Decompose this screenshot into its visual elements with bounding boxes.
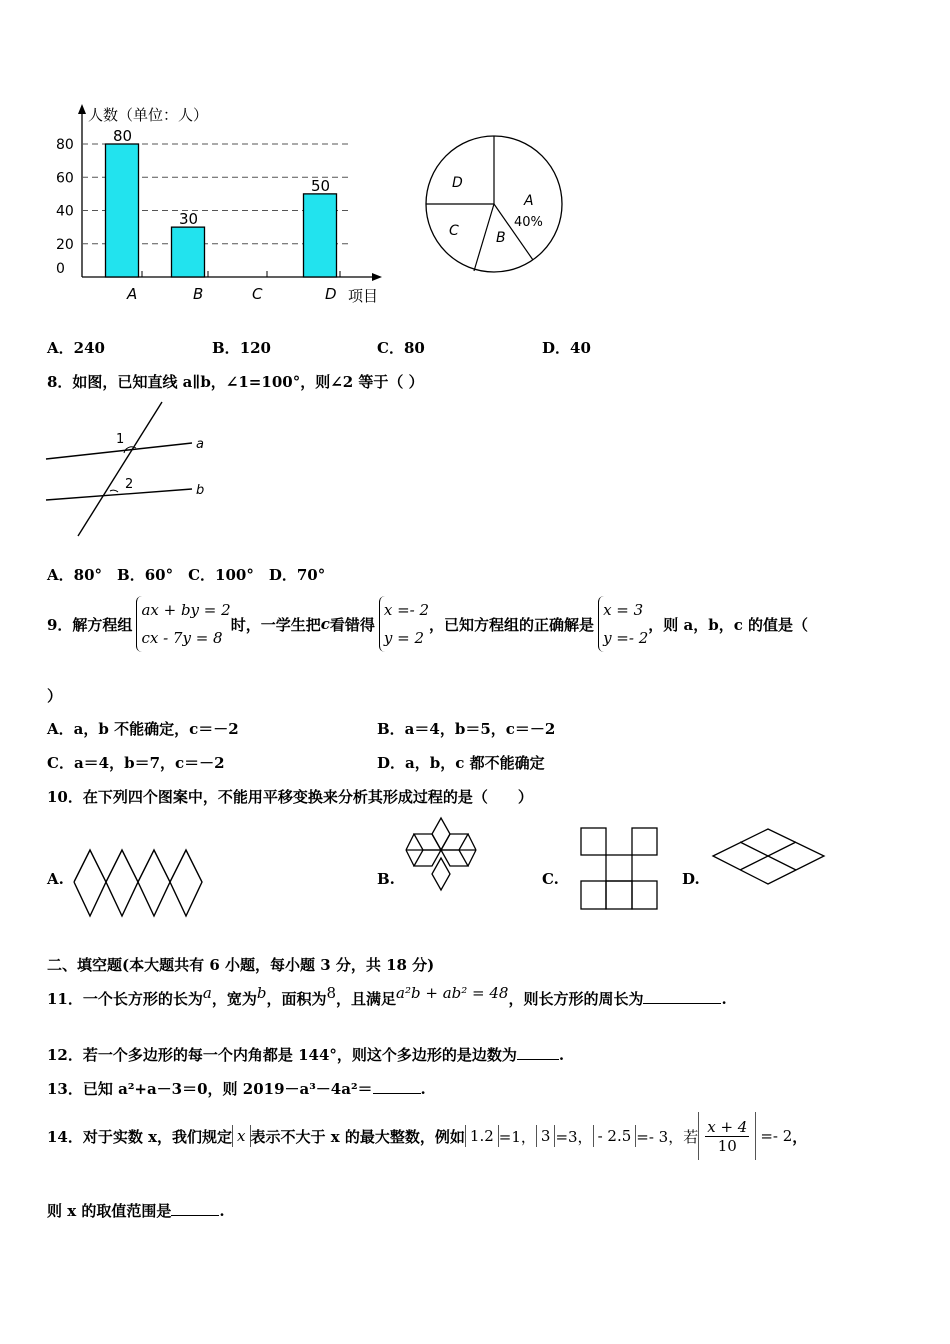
q8-options: A．80° B．60° C．100° D．70° xyxy=(47,566,326,584)
q12-stem: 12．若一个多边形的每一个内角都是 144°，则这个多边形的是边数为 . xyxy=(47,1046,565,1064)
bar-A xyxy=(106,144,139,277)
q8-figure xyxy=(40,396,220,546)
q10-label-a: A. xyxy=(47,870,64,888)
pie-label-a-percent: 40% xyxy=(514,215,543,230)
q10-label-d: D. xyxy=(682,870,700,888)
pie-label-c: C xyxy=(449,223,459,239)
q10-figure-b-star xyxy=(402,814,480,900)
bar-chart xyxy=(40,100,400,310)
q10-figure-a-rhombus-chain xyxy=(72,846,214,920)
q9-correct-solution: x = 3 y =- 2 xyxy=(598,596,648,652)
q14-stem: 14．对于实数 x，我们规定 x 表示不大于 x 的最大整数，例如 1.2 =1， 3 =3， - 2.5 =- 3，若 $\frac{x + 4}{10}$ =- 2 ， xyxy=(47,1112,807,1160)
x-axis-arrow xyxy=(372,273,382,281)
y-axis-arrow xyxy=(78,104,86,114)
q14-answer-blank[interactable] xyxy=(171,1215,219,1216)
q10-label-c: C. xyxy=(542,870,559,888)
bar-B xyxy=(172,227,205,277)
q10-label-b: B. xyxy=(377,870,395,888)
section2-title: 二、填空题(本大题共有 6 小题，每小题 3 分，共 18 分) xyxy=(47,956,435,974)
bar-D xyxy=(304,194,337,277)
bar-value-label: 50 xyxy=(311,176,331,195)
q11-answer-blank[interactable] xyxy=(643,1003,721,1004)
x-axis-label: 项目 xyxy=(348,287,379,305)
x-tick-label: A xyxy=(127,285,138,303)
x-tick-label: C xyxy=(252,285,263,303)
q8-angle1-label: 1 xyxy=(116,432,125,447)
q7-option-d: D．40 xyxy=(542,339,591,357)
q10-figure-c-squares xyxy=(578,825,662,913)
q11-stem: 11．一个长方形的长为$^a$，宽为$^b$，面积为$^8$，且满足$^{a^2b + ab^2 = 48}$，则长方形的周长为 . xyxy=(47,984,727,1008)
q12-answer-blank[interactable] xyxy=(517,1059,559,1060)
q7-option-a: A．240 xyxy=(47,339,105,357)
q9-system-given: ax + by = 2 cx - 7y = 8 xyxy=(136,596,230,652)
q8-angle2-label: 2 xyxy=(125,477,134,492)
q7-option-c: C．80 xyxy=(377,339,425,357)
x-tick-label: D xyxy=(325,285,337,303)
x-tick-label: B xyxy=(193,285,204,303)
pie-label-a: A xyxy=(524,193,534,209)
y-tick-label: 20 xyxy=(56,236,74,253)
q7-option-b: B．120 xyxy=(212,339,271,357)
q10-figure-d-rhombus-grid xyxy=(710,826,828,888)
q13-stem: 13．已知 a²+a－3＝0，则 2019－a³－4a²＝ . xyxy=(47,1080,426,1098)
q9-option-b: B．a＝4，b＝5，c＝－2 xyxy=(377,720,556,738)
y-tick-label: 0 xyxy=(56,261,65,277)
q8-stem: 8．如图，已知直线 a∥b，∠1=100°，则∠2 等于（ ） xyxy=(47,373,424,391)
q9-close: ） xyxy=(47,687,63,705)
y-axis-label: 人数（单位：人） xyxy=(88,106,209,124)
q9-option-d: D．a，b，c 都不能确定 xyxy=(377,754,545,772)
q9-stem: 9．解方程组 ax + by = 2 cx - 7y = 8 时，一学生把 c 看错得 x =- 2 y = 2 ，已知方程组的正确解是 x = 3 y =- 2 ，则 a，b，c 的值是（ xyxy=(47,596,808,652)
pie-label-d: D xyxy=(452,175,463,191)
q8-line-a-label: a xyxy=(196,437,204,452)
q13-answer-blank[interactable] xyxy=(373,1093,421,1094)
bar-value-label: 80 xyxy=(113,127,133,145)
q14-line2: 则 x 的取值范围是 . xyxy=(47,1202,225,1220)
pie-chart xyxy=(420,130,570,280)
y-tick-label: 60 xyxy=(56,170,74,187)
q10-stem: 10．在下列四个图案中，不能用平移变换来分析其形成过程的是（ ） xyxy=(47,788,533,806)
pie-label-b: B xyxy=(496,230,506,246)
q9-option-a: A．a，b 不能确定，c＝－2 xyxy=(47,720,239,738)
bar-value-label: 30 xyxy=(179,210,199,229)
y-tick-label: 40 xyxy=(56,203,74,220)
q8-line-b-label: b xyxy=(196,483,205,498)
y-tick-label: 80 xyxy=(56,137,74,153)
q14-fraction-bracket: $\frac{x + 4}{10}$ xyxy=(698,1112,756,1160)
q9-option-c: C．a＝4，b＝7，c＝－2 xyxy=(47,754,225,772)
q9-wrong-solution: x =- 2 y = 2 xyxy=(379,596,429,652)
